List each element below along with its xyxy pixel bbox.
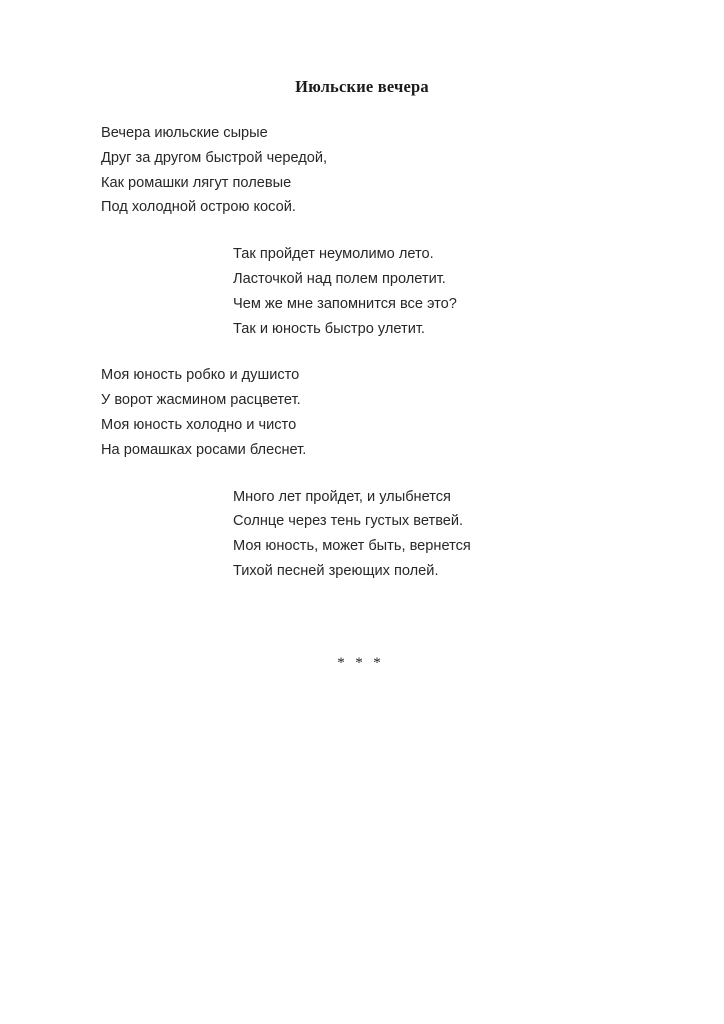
asterisk-separator-glyphs: * * * [337, 655, 382, 671]
poem-line: Моя юность холодно и чисто [101, 416, 297, 433]
poem-line: На ромашках росами блеснет. [101, 441, 307, 458]
poem-body [0, 121, 724, 584]
poem-line: Солнце через тень густых ветвей. [233, 513, 464, 530]
poem-line: Друг за другом быстрой чередой, [101, 149, 328, 166]
poem-line: Моя юность, может быть, вернется [233, 538, 471, 555]
poem-line: Моя юность робко и душисто [101, 367, 300, 384]
asterisk-separator [0, 633, 724, 693]
stanza [0, 242, 724, 341]
page-title: Июльские вечера [295, 77, 429, 97]
poem-line: Чем же мне запомнится все это? [233, 295, 457, 312]
poem-line: Вечера июльские сырые [101, 125, 268, 141]
poem-line: Под холодной острою косой. [101, 199, 296, 216]
stanza [0, 485, 724, 584]
poem-line: Так пройдет неумолимо лето. [233, 246, 434, 263]
stanza [0, 121, 724, 220]
poem-line: Много лет пройдет, и улыбнется [233, 488, 451, 505]
poem-line: У ворот жасмином расцветет. [101, 392, 301, 409]
stanza [0, 363, 724, 462]
poem-line: Ласточкой над полем пролетит. [233, 270, 446, 287]
poem-line: Так и юность быстро улетит. [233, 320, 425, 337]
poem-line: Тихой песней зреющих полей. [233, 562, 439, 579]
poem-line: Как ромашки лягут полевые [101, 174, 292, 191]
